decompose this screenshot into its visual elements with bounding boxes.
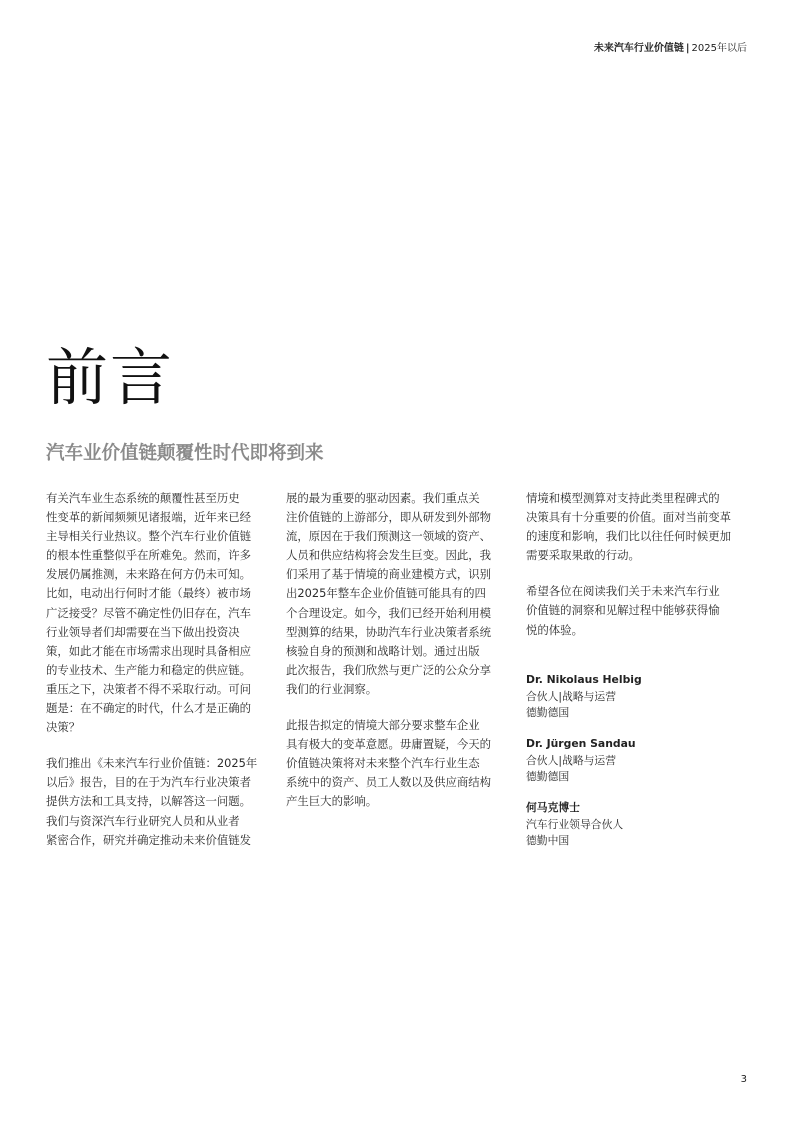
- text-line: 我们推出《未来汽车行业价值链：2025年: [46, 756, 258, 771]
- header-subtitle: 2025年以后: [691, 43, 747, 54]
- text-line: 决策？: [46, 720, 81, 735]
- text-line: 个合理设定。如今，我们已经开始利用模: [286, 605, 492, 620]
- text-line: 行业领导者们却需要在当下做出投资决: [46, 624, 240, 639]
- text-line: 有关汽车业生态系统的颠覆性甚至历史: [46, 491, 240, 505]
- text-line: 希望各位在阅读我们关于未来汽车行业: [526, 584, 720, 599]
- text-column-2: [286, 489, 511, 812]
- text-line: 产生巨大的影响。: [286, 794, 378, 809]
- page-number: 3: [740, 1074, 747, 1085]
- paragraph: [46, 754, 271, 849]
- text-line: 以后》报告，目的在于为汽车行业决策者: [46, 775, 252, 790]
- paragraph: [526, 489, 751, 565]
- text-line: 主导相关行业热议。整个汽车行业价值链: [46, 529, 252, 544]
- text-line: 题是：在不确定的时代，什么才是正确的: [46, 701, 252, 716]
- text-line: 情境和模型测算对支持此类里程碑式的: [526, 491, 720, 505]
- signature-block: [526, 800, 623, 850]
- paragraph: [286, 489, 511, 699]
- paragraph: [46, 489, 271, 737]
- text-line: 比如，电动出行何时才能（最终）被市场: [46, 586, 252, 601]
- signatory-name: Dr. Jürgen Sandau: [526, 737, 636, 750]
- signature-block: [526, 736, 636, 786]
- signatory-name: 何马克博士: [526, 801, 580, 814]
- signatory-title: 合伙人|战略与运营: [526, 689, 617, 703]
- text-line: 的专业技术、生产能力和稳定的供应链。: [46, 662, 252, 677]
- text-column-3: [526, 489, 751, 640]
- page-subtitle: 汽车业价值链颠覆性时代即将到来: [46, 443, 324, 464]
- text-line: 我们与资深汽车行业研究人员和从业者: [46, 813, 240, 828]
- paragraph: [526, 582, 751, 639]
- text-line: 系统中的资产、员工人数以及供应商结构: [286, 775, 492, 790]
- paragraph-gap: [526, 565, 751, 582]
- text-line: 价值链决策将对未来整个汽车行业生态: [286, 756, 480, 771]
- text-line: 策，如此才能在市场需求出现时具备相应: [46, 643, 252, 658]
- text-line: 的根本性重整似乎在所难免。然而，许多: [46, 548, 252, 563]
- text-line: 人员和供应结构将会发生巨变。因此，我: [286, 548, 492, 563]
- signatory-org: 德勤中国: [526, 834, 570, 847]
- text-line: 具有极大的变革意愿。毋庸置疑，今天的: [286, 737, 492, 752]
- signatory-org: 德勤德国: [526, 706, 570, 719]
- text-line: 流，原因在于我们预测这一领域的资产、: [286, 529, 492, 544]
- text-line: 重压之下，决策者不得不采取行动。可问: [46, 681, 252, 696]
- text-line: 核验自身的预测和战略计划。通过出版: [286, 643, 480, 658]
- text-line: 价值链的洞察和见解过程中能够获得愉: [526, 603, 720, 618]
- text-line: 悦的体验。: [526, 622, 583, 637]
- page-title: 前言: [46, 341, 175, 414]
- paragraph: [286, 716, 511, 811]
- text-line: 此报告拟定的情境大部分要求整车企业: [286, 718, 480, 733]
- text-column-1: [46, 489, 271, 850]
- text-line: 们采用了基于情境的商业建模方式，识别: [286, 567, 492, 582]
- text-line: 提供方法和工具支持，以解答这一问题。: [46, 794, 252, 809]
- text-line: 广泛接受？尽管不确定性仍旧存在，汽车: [46, 605, 252, 620]
- text-line: 注价值链的上游部分，即从研发到外部物: [286, 510, 492, 525]
- text-line: 出2025年整车企业价值链可能具有的四: [286, 586, 486, 601]
- text-line: 此次报告，我们欣然与更广泛的公众分享: [286, 662, 492, 677]
- text-line: 需要采取果敢的行动。: [526, 548, 640, 563]
- text-line: 展的最为重要的驱动因素。我们重点关: [286, 491, 480, 505]
- text-line: 的速度和影响，我们比以往任何时候更加: [526, 529, 732, 544]
- signature-block: [526, 672, 642, 722]
- text-line: 型测算的结果，协助汽车行业决策者系统: [286, 624, 492, 639]
- text-line: 性变革的新闻频频见诸报端，近年来已经: [46, 510, 252, 525]
- signatory-org: 德勤德国: [526, 770, 570, 783]
- text-line: 我们的行业洞察。: [286, 681, 378, 696]
- text-line: 发展仍属推测，未来路在何方仍未可知。: [46, 567, 252, 582]
- paragraph-gap: [46, 737, 271, 754]
- signatory-name: Dr. Nikolaus Helbig: [526, 673, 642, 686]
- signatory-title: 汽车行业领导合伙人: [526, 817, 624, 831]
- running-header: [594, 42, 747, 56]
- header-separator: |: [685, 43, 690, 54]
- header-title: 未来汽车行业价值链: [593, 43, 684, 54]
- text-line: 紧密合作，研究并确定推动未来价值链发: [46, 832, 252, 847]
- paragraph-gap: [286, 699, 511, 716]
- text-line: 决策具有十分重要的价值。面对当前变革: [526, 510, 732, 525]
- signatory-title: 合伙人|战略与运营: [526, 753, 617, 767]
